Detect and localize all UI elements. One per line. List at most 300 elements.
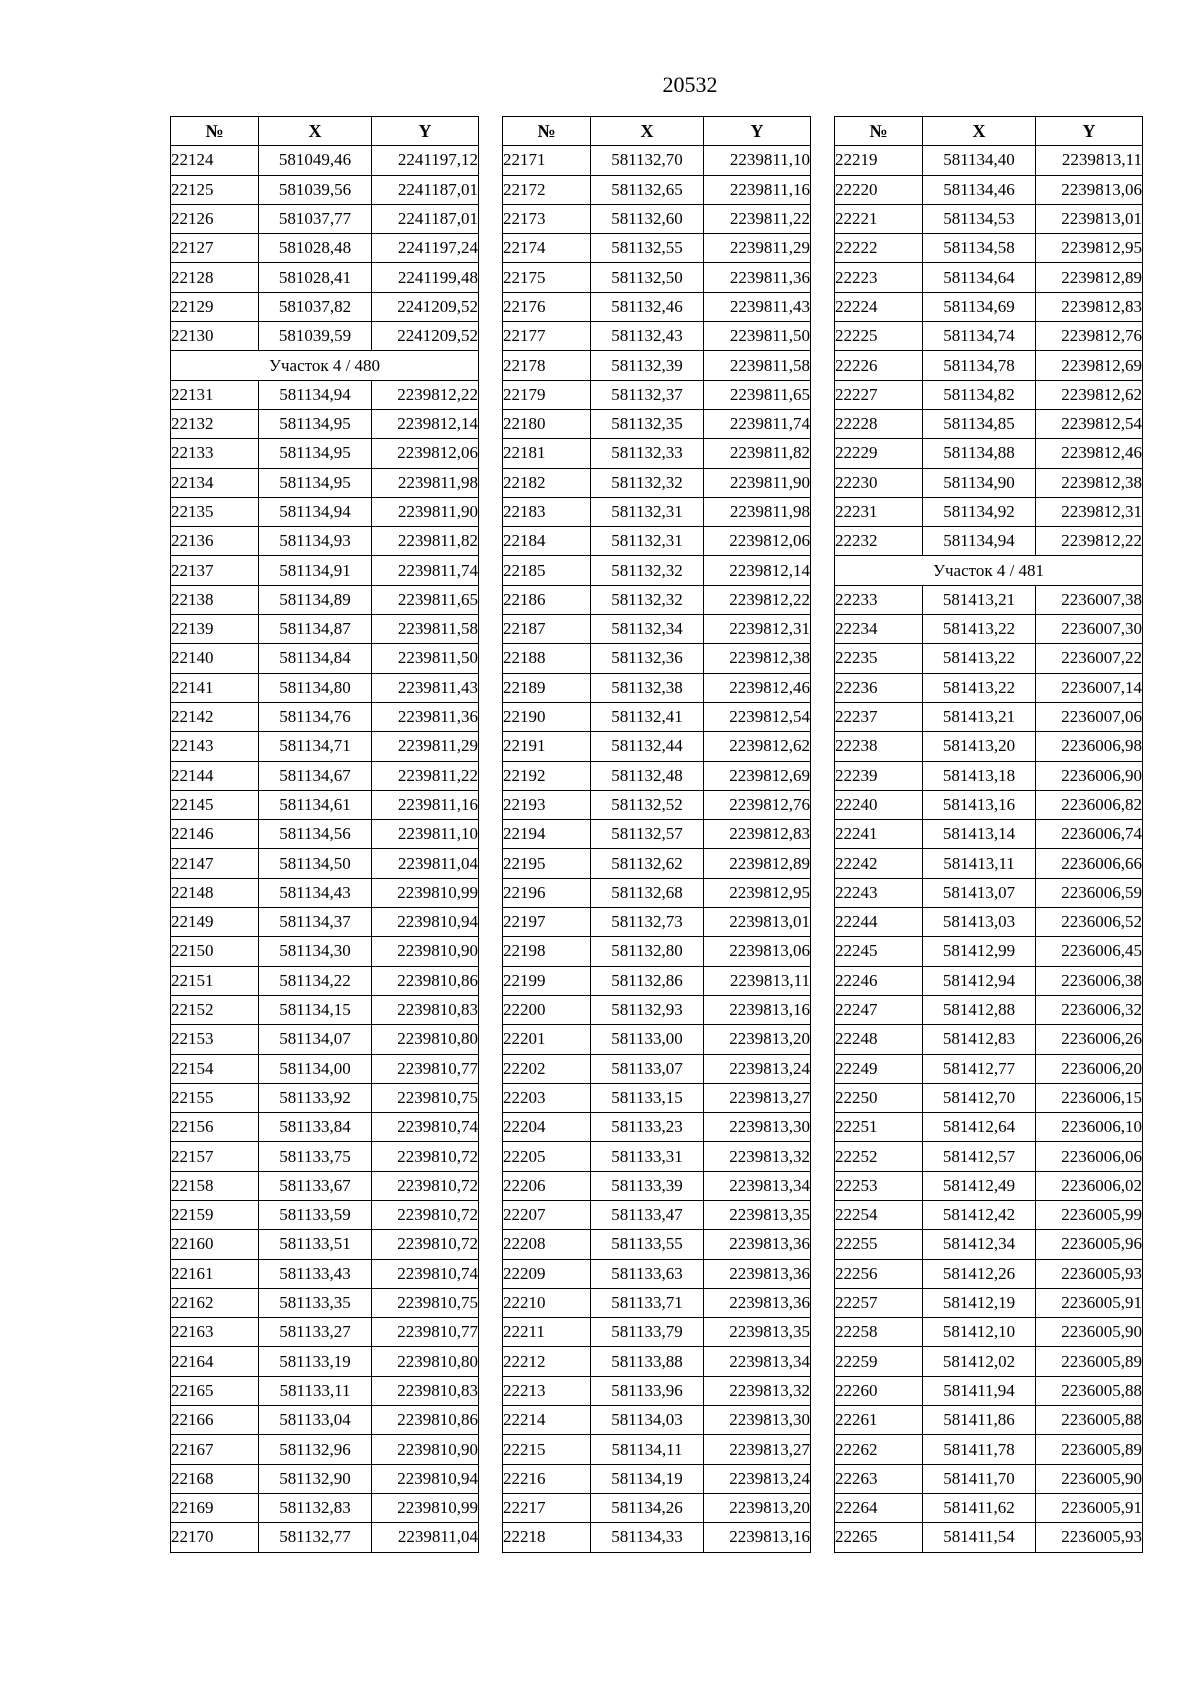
point-number: 22206 — [503, 1171, 591, 1200]
x-coordinate: 581134,76 — [259, 702, 372, 731]
point-number: 22210 — [503, 1288, 591, 1317]
table-row — [503, 673, 811, 702]
x-coordinate: 581134,80 — [259, 673, 372, 702]
table-row — [503, 1142, 811, 1171]
x-coordinate: 581411,94 — [923, 1376, 1036, 1405]
y-coordinate: 2236005,91 — [1036, 1288, 1143, 1317]
table-row — [835, 380, 1143, 409]
point-number: 22259 — [835, 1347, 923, 1376]
table-row — [835, 1054, 1143, 1083]
y-coordinate: 2236005,91 — [1036, 1493, 1143, 1522]
x-coordinate: 581132,57 — [591, 820, 704, 849]
point-number: 22238 — [835, 732, 923, 761]
point-number: 22153 — [171, 1025, 259, 1054]
x-coordinate: 581133,75 — [259, 1142, 372, 1171]
y-coordinate: 2239813,30 — [704, 1406, 811, 1435]
point-number: 22137 — [171, 556, 259, 585]
x-coordinate: 581412,83 — [923, 1025, 1036, 1054]
point-number: 22255 — [835, 1230, 923, 1259]
y-coordinate: 2236007,22 — [1036, 644, 1143, 673]
x-coordinate: 581133,71 — [591, 1288, 704, 1317]
x-coordinate: 581411,62 — [923, 1493, 1036, 1522]
x-coordinate: 581133,04 — [259, 1406, 372, 1435]
x-coordinate: 581134,88 — [923, 439, 1036, 468]
table-row — [503, 263, 811, 292]
x-coordinate: 581413,03 — [923, 908, 1036, 937]
point-number: 22253 — [835, 1171, 923, 1200]
table-row — [835, 820, 1143, 849]
point-number: 22231 — [835, 497, 923, 526]
table-row — [835, 1347, 1143, 1376]
y-coordinate: 2239811,29 — [704, 234, 811, 263]
y-coordinate: 2236006,66 — [1036, 849, 1143, 878]
table-row — [835, 995, 1143, 1024]
point-number: 22192 — [503, 761, 591, 790]
point-number: 22233 — [835, 585, 923, 614]
x-coordinate: 581134,03 — [591, 1406, 704, 1435]
x-coordinate: 581413,11 — [923, 849, 1036, 878]
table-header-row — [503, 117, 811, 146]
table-row — [835, 761, 1143, 790]
x-coordinate: 581133,43 — [259, 1259, 372, 1288]
y-coordinate: 2239812,22 — [1036, 527, 1143, 556]
point-number: 22236 — [835, 673, 923, 702]
y-coordinate: 2236006,82 — [1036, 790, 1143, 819]
y-coordinate: 2239813,36 — [704, 1259, 811, 1288]
x-coordinate: 581412,19 — [923, 1288, 1036, 1317]
x-coordinate: 581133,35 — [259, 1288, 372, 1317]
point-number: 22216 — [503, 1464, 591, 1493]
point-number: 22134 — [171, 468, 259, 497]
table-row — [171, 1083, 479, 1112]
x-coordinate: 581413,21 — [923, 585, 1036, 614]
x-coordinate: 581134,15 — [259, 995, 372, 1024]
point-number: 22232 — [835, 527, 923, 556]
table-row — [835, 644, 1143, 673]
x-coordinate: 581133,96 — [591, 1376, 704, 1405]
table-row — [171, 995, 479, 1024]
point-number: 22177 — [503, 322, 591, 351]
table-row — [503, 702, 811, 731]
point-number: 22244 — [835, 908, 923, 937]
point-number: 22200 — [503, 995, 591, 1024]
x-coordinate: 581133,00 — [591, 1025, 704, 1054]
point-number: 22202 — [503, 1054, 591, 1083]
y-coordinate: 2239813,35 — [704, 1200, 811, 1229]
point-number: 22209 — [503, 1259, 591, 1288]
x-coordinate: 581134,93 — [259, 527, 372, 556]
y-coordinate: 2236005,88 — [1036, 1376, 1143, 1405]
x-coordinate: 581132,48 — [591, 761, 704, 790]
table-row — [171, 1435, 479, 1464]
point-number: 22149 — [171, 908, 259, 937]
x-coordinate: 581413,20 — [923, 732, 1036, 761]
y-coordinate: 2239810,86 — [372, 966, 479, 995]
y-coordinate: 2239812,83 — [704, 820, 811, 849]
point-number: 22146 — [171, 820, 259, 849]
y-coordinate: 2236007,30 — [1036, 615, 1143, 644]
point-number: 22196 — [503, 878, 591, 907]
table-row — [171, 644, 479, 673]
point-number: 22228 — [835, 409, 923, 438]
x-coordinate: 581412,99 — [923, 937, 1036, 966]
point-number: 22158 — [171, 1171, 259, 1200]
x-coordinate: 581134,46 — [923, 175, 1036, 204]
point-number: 22222 — [835, 234, 923, 263]
x-coordinate: 581134,00 — [259, 1054, 372, 1083]
table-row — [171, 1376, 479, 1405]
point-number: 22240 — [835, 790, 923, 819]
table-row — [171, 702, 479, 731]
point-number: 22124 — [171, 146, 259, 175]
table-row — [503, 292, 811, 321]
y-coordinate: 2239812,46 — [1036, 439, 1143, 468]
table-row — [835, 849, 1143, 878]
table-row — [835, 1435, 1143, 1464]
point-number: 22203 — [503, 1083, 591, 1112]
point-number: 22221 — [835, 204, 923, 233]
point-number: 22152 — [171, 995, 259, 1024]
x-coordinate: 581132,77 — [259, 1523, 372, 1552]
table-row — [171, 1171, 479, 1200]
x-coordinate: 581413,07 — [923, 878, 1036, 907]
table-row — [835, 468, 1143, 497]
y-coordinate: 2239811,22 — [704, 204, 811, 233]
table-row — [503, 908, 811, 937]
y-coordinate: 2239811,58 — [372, 615, 479, 644]
point-number: 22148 — [171, 878, 259, 907]
x-coordinate: 581132,80 — [591, 937, 704, 966]
table-row — [503, 1493, 811, 1522]
point-number: 22213 — [503, 1376, 591, 1405]
y-coordinate: 2239810,90 — [372, 1435, 479, 1464]
table-row — [503, 732, 811, 761]
x-coordinate: 581411,70 — [923, 1464, 1036, 1493]
table-row — [835, 966, 1143, 995]
y-coordinate: 2236006,45 — [1036, 937, 1143, 966]
y-coordinate: 2239810,80 — [372, 1025, 479, 1054]
table-row — [503, 175, 811, 204]
x-coordinate: 581134,58 — [923, 234, 1036, 263]
x-coordinate: 581413,18 — [923, 761, 1036, 790]
x-coordinate: 581412,34 — [923, 1230, 1036, 1259]
table-row — [171, 439, 479, 468]
table-row — [835, 204, 1143, 233]
x-coordinate: 581132,39 — [591, 351, 704, 380]
point-number: 22205 — [503, 1142, 591, 1171]
y-coordinate: 2239810,86 — [372, 1406, 479, 1435]
y-coordinate: 2239812,62 — [1036, 380, 1143, 409]
table-row — [835, 1376, 1143, 1405]
x-coordinate: 581134,94 — [923, 527, 1036, 556]
y-coordinate: 2239811,10 — [704, 146, 811, 175]
table-row — [503, 146, 811, 175]
point-number: 22145 — [171, 790, 259, 819]
table-row — [503, 849, 811, 878]
coordinates-table-2 — [502, 116, 811, 1553]
table-row — [503, 409, 811, 438]
point-number: 22234 — [835, 615, 923, 644]
point-number: 22185 — [503, 556, 591, 585]
table-row — [835, 702, 1143, 731]
point-number: 22241 — [835, 820, 923, 849]
x-coordinate: 581413,22 — [923, 644, 1036, 673]
point-number: 22214 — [503, 1406, 591, 1435]
point-number: 22155 — [171, 1083, 259, 1112]
x-coordinate: 581132,44 — [591, 732, 704, 761]
y-coordinate: 2239813,24 — [704, 1054, 811, 1083]
point-number: 22172 — [503, 175, 591, 204]
table-row — [503, 1288, 811, 1317]
table-row — [835, 585, 1143, 614]
point-number: 22129 — [171, 292, 259, 321]
x-coordinate: 581132,96 — [259, 1435, 372, 1464]
x-coordinate: 581133,67 — [259, 1171, 372, 1200]
point-number: 22139 — [171, 615, 259, 644]
x-coordinate: 581039,56 — [259, 175, 372, 204]
x-coordinate: 581132,35 — [591, 409, 704, 438]
table-row — [171, 585, 479, 614]
y-coordinate: 2239812,22 — [372, 380, 479, 409]
y-coordinate: 2239812,76 — [1036, 322, 1143, 351]
x-coordinate: 581037,82 — [259, 292, 372, 321]
y-coordinate: 2239811,36 — [372, 702, 479, 731]
x-coordinate: 581134,19 — [591, 1464, 704, 1493]
x-coordinate: 581132,41 — [591, 702, 704, 731]
point-number: 22157 — [171, 1142, 259, 1171]
point-number: 22229 — [835, 439, 923, 468]
x-coordinate: 581134,07 — [259, 1025, 372, 1054]
table-row — [835, 908, 1143, 937]
x-coordinate: 581134,33 — [591, 1523, 704, 1552]
point-number: 22140 — [171, 644, 259, 673]
y-coordinate: 2239810,72 — [372, 1230, 479, 1259]
table-row — [171, 615, 479, 644]
point-number: 22251 — [835, 1113, 923, 1142]
point-number: 22230 — [835, 468, 923, 497]
point-number: 22261 — [835, 1406, 923, 1435]
y-coordinate: 2241187,01 — [372, 175, 479, 204]
y-coordinate: 2239813,24 — [704, 1464, 811, 1493]
point-number: 22204 — [503, 1113, 591, 1142]
table-row — [503, 790, 811, 819]
table-row — [835, 1230, 1143, 1259]
page-number: 20532 — [662, 72, 718, 97]
y-coordinate: 2239812,89 — [704, 849, 811, 878]
y-coordinate: 2236005,88 — [1036, 1406, 1143, 1435]
point-number: 22265 — [835, 1523, 923, 1552]
point-number: 22217 — [503, 1493, 591, 1522]
y-coordinate: 2239810,80 — [372, 1347, 479, 1376]
y-coordinate: 2239813,36 — [704, 1288, 811, 1317]
table-row — [171, 204, 479, 233]
table-row — [503, 761, 811, 790]
x-coordinate: 581132,68 — [591, 878, 704, 907]
table-row — [171, 1113, 479, 1142]
table-row — [503, 439, 811, 468]
table-row — [503, 380, 811, 409]
y-coordinate: 2239812,89 — [1036, 263, 1143, 292]
point-number: 22243 — [835, 878, 923, 907]
x-coordinate: 581413,21 — [923, 702, 1036, 731]
table-row — [503, 1113, 811, 1142]
x-coordinate: 581134,37 — [259, 908, 372, 937]
x-coordinate: 581134,67 — [259, 761, 372, 790]
x-coordinate: 581132,33 — [591, 439, 704, 468]
table-row — [835, 878, 1143, 907]
table-row — [835, 234, 1143, 263]
y-coordinate: 2239813,11 — [1036, 146, 1143, 175]
y-coordinate: 2239810,75 — [372, 1288, 479, 1317]
x-coordinate: 581037,77 — [259, 204, 372, 233]
table-row — [171, 1464, 479, 1493]
point-number: 22182 — [503, 468, 591, 497]
x-coordinate: 581134,69 — [923, 292, 1036, 321]
table-row — [171, 234, 479, 263]
point-number: 22188 — [503, 644, 591, 673]
y-coordinate: 2239813,34 — [704, 1347, 811, 1376]
x-coordinate: 581132,32 — [591, 585, 704, 614]
point-number: 22183 — [503, 497, 591, 526]
table-row — [171, 409, 479, 438]
y-coordinate: 2239811,16 — [704, 175, 811, 204]
x-coordinate: 581134,30 — [259, 937, 372, 966]
table-row — [503, 1523, 811, 1552]
point-number: 22142 — [171, 702, 259, 731]
y-coordinate: 2239812,76 — [704, 790, 811, 819]
point-number: 22135 — [171, 497, 259, 526]
y-coordinate: 2239812,14 — [704, 556, 811, 585]
y-coordinate: 2241199,48 — [372, 263, 479, 292]
y-coordinate: 2236006,02 — [1036, 1171, 1143, 1200]
table-row — [171, 527, 479, 556]
table-row — [835, 497, 1143, 526]
y-coordinate: 2239810,75 — [372, 1083, 479, 1112]
x-coordinate: 581133,92 — [259, 1083, 372, 1112]
x-coordinate: 581132,60 — [591, 204, 704, 233]
table-row — [171, 1523, 479, 1552]
x-coordinate: 581132,38 — [591, 673, 704, 702]
y-coordinate: 2239811,43 — [704, 292, 811, 321]
table-row — [503, 1347, 811, 1376]
x-coordinate: 581028,41 — [259, 263, 372, 292]
point-number: 22173 — [503, 204, 591, 233]
table-row — [171, 937, 479, 966]
table-row — [835, 409, 1143, 438]
point-number: 22223 — [835, 263, 923, 292]
y-coordinate: 2239811,82 — [372, 527, 479, 556]
x-coordinate: 581133,47 — [591, 1200, 704, 1229]
table-row — [171, 849, 479, 878]
table-row — [835, 1171, 1143, 1200]
point-number: 22225 — [835, 322, 923, 351]
point-number: 22136 — [171, 527, 259, 556]
x-coordinate: 581133,88 — [591, 1347, 704, 1376]
table-row — [171, 263, 479, 292]
point-number: 22166 — [171, 1406, 259, 1435]
point-number: 22126 — [171, 204, 259, 233]
x-coordinate: 581134,50 — [259, 849, 372, 878]
table-row — [503, 1200, 811, 1229]
point-number: 22162 — [171, 1288, 259, 1317]
table-row — [503, 1435, 811, 1464]
y-coordinate: 2239813,32 — [704, 1376, 811, 1405]
point-number: 22174 — [503, 234, 591, 263]
y-coordinate: 2239811,16 — [372, 790, 479, 819]
table-row — [835, 292, 1143, 321]
table-row — [503, 966, 811, 995]
x-coordinate: 581133,23 — [591, 1113, 704, 1142]
point-number: 22160 — [171, 1230, 259, 1259]
table-row — [171, 673, 479, 702]
point-number: 22189 — [503, 673, 591, 702]
point-number: 22201 — [503, 1025, 591, 1054]
table-row — [171, 1142, 479, 1171]
y-coordinate: 2236006,38 — [1036, 966, 1143, 995]
x-coordinate: 581134,92 — [923, 497, 1036, 526]
x-coordinate: 581134,56 — [259, 820, 372, 849]
x-coordinate: 581134,89 — [259, 585, 372, 614]
y-coordinate: 2239810,99 — [372, 1493, 479, 1522]
section-title: Участок 4 / 480 — [171, 351, 479, 380]
point-number: 22239 — [835, 761, 923, 790]
table-row — [171, 1054, 479, 1083]
point-number: 22252 — [835, 1142, 923, 1171]
point-number: 22168 — [171, 1464, 259, 1493]
y-coordinate: 2239813,20 — [704, 1025, 811, 1054]
column-header-y: Y — [704, 117, 811, 146]
y-coordinate: 2236006,20 — [1036, 1054, 1143, 1083]
y-coordinate: 2239811,90 — [372, 497, 479, 526]
x-coordinate: 581134,84 — [259, 644, 372, 673]
x-coordinate: 581133,39 — [591, 1171, 704, 1200]
x-coordinate: 581134,87 — [259, 615, 372, 644]
x-coordinate: 581028,48 — [259, 234, 372, 263]
table-row — [835, 175, 1143, 204]
x-coordinate: 581132,43 — [591, 322, 704, 351]
x-coordinate: 581411,78 — [923, 1435, 1036, 1464]
table-row — [835, 937, 1143, 966]
y-coordinate: 2236005,90 — [1036, 1318, 1143, 1347]
y-coordinate: 2236005,90 — [1036, 1464, 1143, 1493]
y-coordinate: 2236007,14 — [1036, 673, 1143, 702]
y-coordinate: 2236006,26 — [1036, 1025, 1143, 1054]
x-coordinate: 581134,95 — [259, 439, 372, 468]
point-number: 22125 — [171, 175, 259, 204]
y-coordinate: 2239812,06 — [372, 439, 479, 468]
y-coordinate: 2236006,15 — [1036, 1083, 1143, 1112]
y-coordinate: 2239811,10 — [372, 820, 479, 849]
y-coordinate: 2239812,38 — [1036, 468, 1143, 497]
table-row — [503, 497, 811, 526]
table-row — [171, 820, 479, 849]
y-coordinate: 2239811,43 — [372, 673, 479, 702]
x-coordinate: 581132,50 — [591, 263, 704, 292]
point-number: 22138 — [171, 585, 259, 614]
point-number: 22211 — [503, 1318, 591, 1347]
x-coordinate: 581134,26 — [591, 1493, 704, 1522]
table-row — [835, 732, 1143, 761]
x-coordinate: 581412,70 — [923, 1083, 1036, 1112]
y-coordinate: 2239811,74 — [372, 556, 479, 585]
point-number: 22250 — [835, 1083, 923, 1112]
y-coordinate: 2236005,93 — [1036, 1523, 1143, 1552]
point-number: 22180 — [503, 409, 591, 438]
point-number: 22227 — [835, 380, 923, 409]
table-row — [171, 1406, 479, 1435]
x-coordinate: 581134,74 — [923, 322, 1036, 351]
table-row — [503, 468, 811, 497]
